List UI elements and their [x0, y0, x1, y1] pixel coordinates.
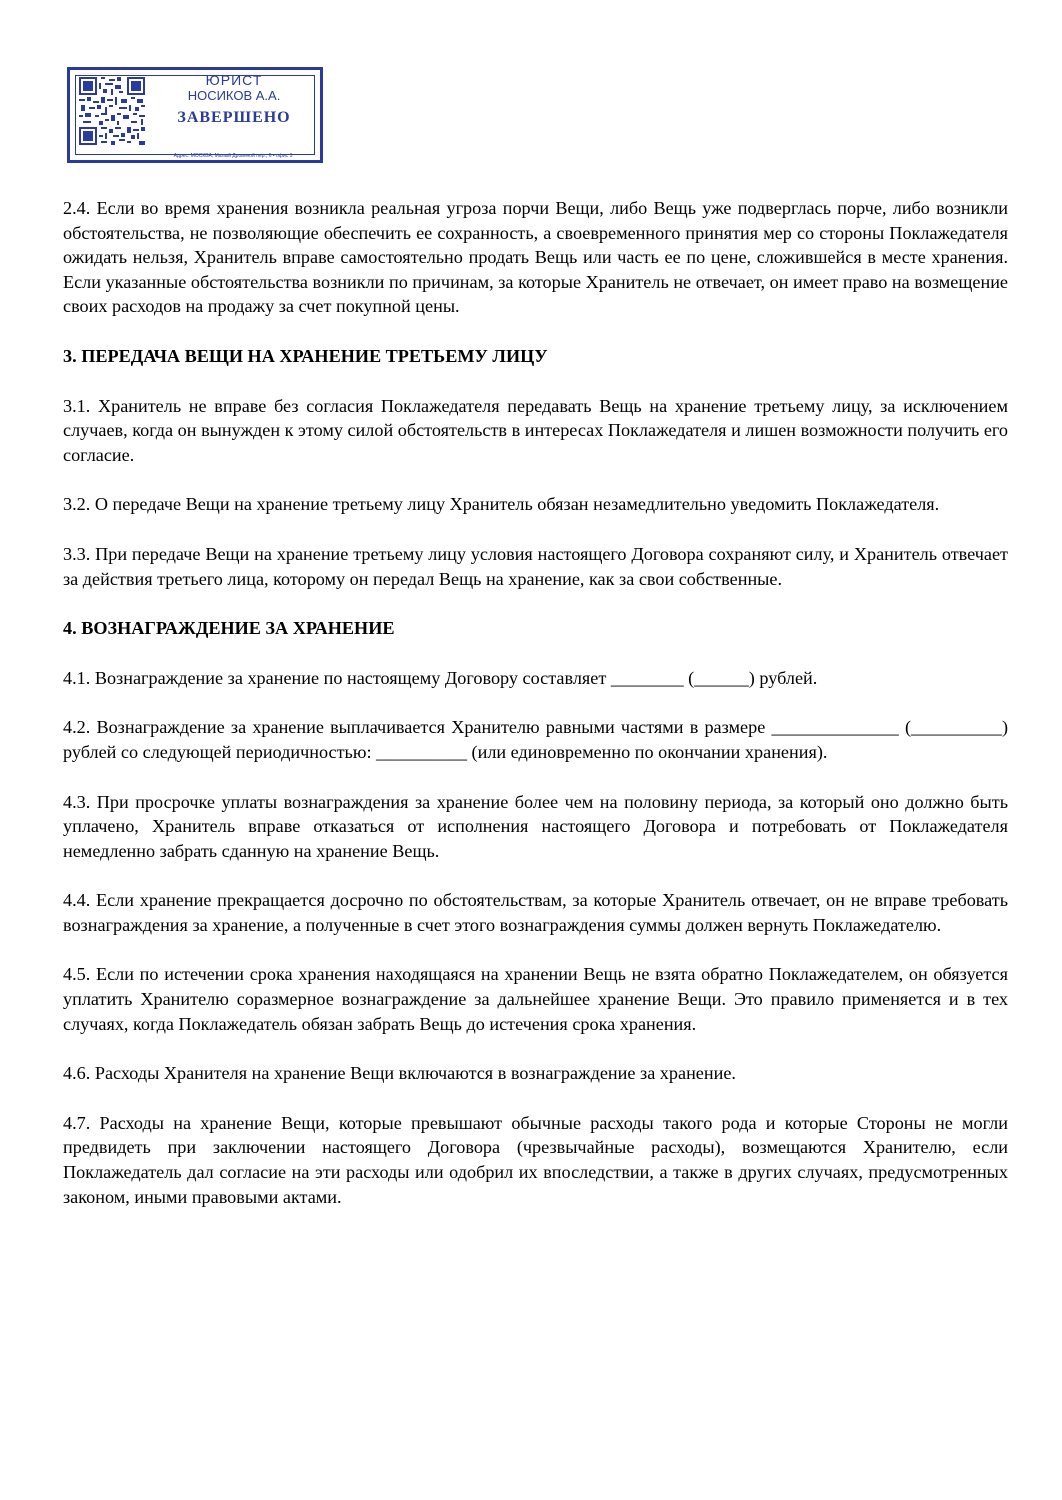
paragraph-4-1: 4.1. Вознаграждение за хранение по настоящему Договору составляет ________ (______) рублей. [63, 667, 818, 688]
paragraph-4-5: 4.5. Если по истечении срока хранения находящаяся на хранении Вещь не взята обратно Поклажедателем, он обязуется уплатить Хранителю соразмерное вознаграждение за дальнейшее хранение Вещи. Это правило применяется и в тех случаях, когда Поклажедатель обязан забрать Вещь до истечения срока хранения. [63, 964, 1008, 1034]
paragraph-3-1: 3.1. Хранитель не вправе без согласия Поклажедателя передавать Вещь на хранение третьему лицу, за исключением случаев, когда он вынужден к этому силой обстоятельств в интересах Поклажедателя и лишен возможности получить его согласие. [63, 395, 1008, 465]
paragraph-2-4: 2.4. Если во время хранения возникла реальная угроза порчи Вещи, либо Вещь уже подверглась порче, либо возникли обстоятельства, не позволяющие обеспечить ее сохранность, а своевременного принятия мер со стороны Поклажедателя ожидать нельзя, Хранитель вправе самостоятельно продать Вещь или часть ее по цене, сложившейся в месте хранения. Если указанные обстоятельства возникли по причинам, за которые Хранитель не отвечает, он имеет право на возмещение своих расходов на продажу за счет покупной цены. [63, 198, 1008, 317]
qr-code-icon [79, 77, 145, 145]
paragraph-4-3: 4.3. При просрочке уплаты вознаграждения за хранение более чем на половину периода, за который оно должно быть уплачено, Хранитель вправе отказаться от исполнения настоящего Договора и потребовать от Поклажедателя немедленно забрать сданную на хранение Вещь. [63, 791, 1008, 861]
paragraph-4-4: 4.4. Если хранение прекращается досрочно по обстоятельствам, за которые Хранитель отвечает, он не вправе требовать вознаграждения за хранение, а полученные в счет этого вознаграждения суммы должен вернуть Поклажедателю. [63, 890, 1008, 935]
paragraph-3-2: 3.2. О передаче Вещи на хранение третьему лицу Хранитель обязан незамедлительно уведомить Поклажедателя. [63, 494, 940, 515]
paragraph-4-2: 4.2. Вознаграждение за хранение выплачивается Хранителю равными частями в размере ______________ (__________) рублей со следующей периодичностью: __________ (или единовременно по окончании хранения). [63, 717, 1008, 762]
paragraph-4-6: 4.6. Расходы Хранителя на хранение Вещи включаются в вознаграждение за хранение. [63, 1063, 736, 1084]
stamp-status: ЗАВЕРШЕНО [177, 109, 291, 126]
stamp-text [154, 72, 314, 132]
document-body [63, 196, 1008, 1234]
section-heading-3: 3. ПЕРЕДАЧА ВЕЩИ НА ХРАНЕНИЕ ТРЕТЬЕМУ ЛИЦУ [63, 345, 548, 366]
stamp-name: НОСИКОВ А.А. [187, 88, 281, 103]
paragraph-3-3: 3.3. При передаче Вещи на хранение третьему лицу условия настоящего Договора сохраняют силу, и Хранитель отвечает за действия третьего лица, которому он передал Вещь на хранение, как за свои собственные. [63, 543, 1008, 589]
lawyer-stamp [67, 67, 323, 163]
paragraph-4-7: 4.7. Расходы на хранение Вещи, которые превышают обычные расходы такого рода и которые Стороны не могли предвидеть при заключении настоящего Договора (чрезвычайные расходы), возмещаются Хранителю, если Поклажедатель дал согласие на эти расходы или одобрил их впоследствии, а также в других случаях, предусмотренных законом, иными правовыми актами. [63, 1112, 1008, 1207]
section-heading-4: 4. ВОЗНАГРАЖДЕНИЕ ЗА ХРАНЕНИЕ [63, 618, 395, 639]
stamp-address: Адрес: МОСКВА, Малый Дровяной пер., 6 • офис 3 [173, 153, 293, 159]
stamp-title: ЮРИСТ [205, 72, 263, 88]
